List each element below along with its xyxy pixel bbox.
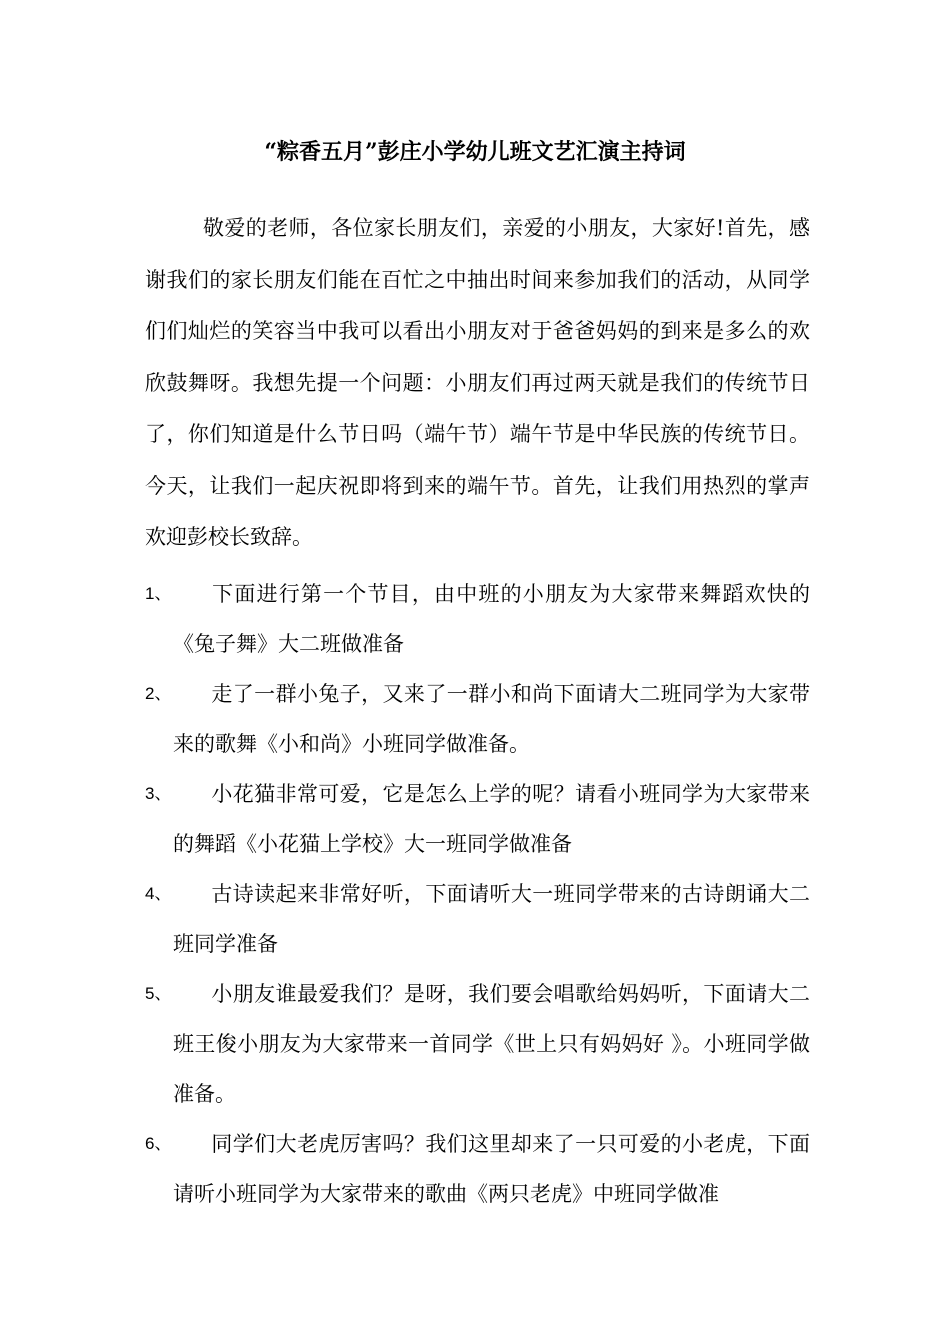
- list-item-number: 4、: [145, 884, 172, 903]
- list-item-number: 3、: [145, 784, 172, 803]
- list-item-text: 同学们大老虎厉害吗？我们这里却来了一只可爱的小老虎，下面请听小班同学为大家带来的歌曲《两只老虎》中班同学做准: [173, 1132, 810, 1206]
- list-item-text: 小朋友谁最爱我们？是呀，我们要会唱歌给妈妈听，下面请大二班王俊小朋友为大家带来一首同学《世上只有妈妈好 》。小班同学做准备。: [173, 982, 810, 1106]
- list-item: [145, 969, 810, 1119]
- document-title: “粽香五月”彭庄小学幼儿班文艺汇演主持词: [264, 139, 686, 165]
- list-item-number: 5、: [145, 984, 172, 1003]
- intro-paragraph: 敬爱的老师，各位家长朋友们，亲爱的小朋友，大家好!首先，感谢我们的家长朋友们能在百忙之中抽出时间来参加我们的活动，从同学们们灿烂的笑容当中我可以看出小朋友对于爸爸妈妈的到来是多么的欢欣鼓舞呀。我想先提一个问题：小朋友们再过两天就是我们的传统节日了，你们知道是什么节日吗（端午节）端午节是中华民族的传统节日。今天，让我们一起庆祝即将到来的端午节。首先，让我们用热烈的掌声欢迎彭校长致辞。: [145, 216, 810, 549]
- list-item-text: 小花猫非常可爱，它是怎么上学的呢？请看小班同学为大家带来的舞蹈《小花猫上学校》大一班同学做准备: [173, 782, 810, 856]
- list-item-text: 古诗读起来非常好听，下面请听大一班同学带来的古诗朗诵大二班同学准备: [173, 882, 810, 956]
- list-item-number: 2、: [145, 684, 172, 703]
- list-item: [145, 769, 810, 869]
- list-item-text: 走了一群小兔子，又来了一群小和尚下面请大二班同学为大家带来的歌舞《小和尚》小班同学做准备。: [173, 682, 810, 756]
- list-item-number: 1、: [145, 584, 172, 603]
- list-item-text: 下面进行第一个节目，由中班的小朋友为大家带来舞蹈欢快的《兔子舞》大二班做准备: [173, 582, 810, 656]
- list-item: [145, 569, 810, 669]
- list-item: [145, 1119, 810, 1219]
- list-item-number: 6、: [145, 1134, 172, 1153]
- list-item: [145, 869, 810, 969]
- list-item: [145, 669, 810, 769]
- program-list: [145, 569, 810, 1219]
